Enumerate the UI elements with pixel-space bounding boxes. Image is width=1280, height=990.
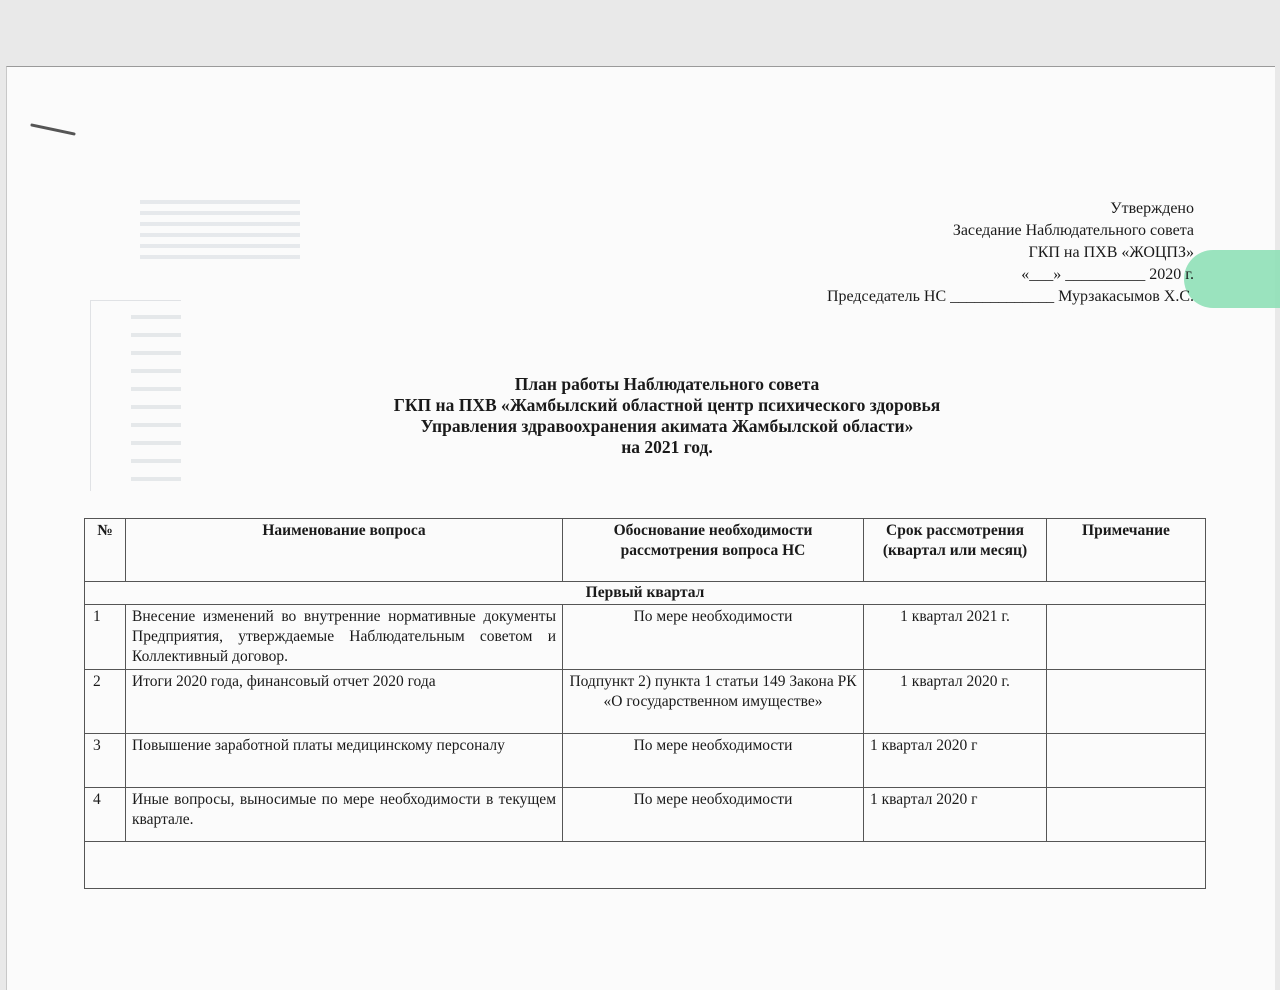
- row-term: 1 квартал 2020 г: [864, 788, 1047, 842]
- row-justification: По мере необходимости: [563, 734, 864, 788]
- row-note: [1047, 605, 1206, 670]
- row-note: [1047, 788, 1206, 842]
- header-justification: Обоснование необходимости рассмотрения вопроса НС: [563, 519, 864, 582]
- section-title: Первый квартал: [85, 582, 1206, 605]
- section-row: [85, 582, 1206, 605]
- row-note: [1047, 734, 1206, 788]
- table-row: [85, 788, 1206, 842]
- title-line: План работы Наблюдательного совета: [514, 374, 820, 394]
- header-question: Наименование вопроса: [126, 519, 563, 582]
- row-term: 1 квартал 2020 г: [864, 734, 1047, 788]
- bleed-through-text: [140, 200, 300, 260]
- empty-cell: [85, 842, 1206, 889]
- row-num: 1: [85, 605, 126, 670]
- empty-row: [85, 842, 1206, 889]
- header-note: Примечание: [1047, 519, 1206, 582]
- table-row: [85, 605, 1206, 670]
- work-plan-table: [84, 518, 1206, 889]
- row-question: Итоги 2020 года, финансовый отчет 2020 года: [126, 670, 563, 734]
- row-num: 4: [85, 788, 126, 842]
- document-title: [0, 374, 1280, 458]
- title-line: Управления здравоохранения акимата Жамбылской области»: [420, 416, 914, 436]
- row-note: [1047, 670, 1206, 734]
- row-num: 2: [85, 670, 126, 734]
- row-justification: Подпункт 2) пункта 1 статьи 149 Закона РК «О государственном имуществе»: [563, 670, 864, 734]
- row-justification: По мере необходимости: [563, 788, 864, 842]
- row-term: 1 квартал 2020 г.: [864, 670, 1047, 734]
- approval-line: Утверждено: [1110, 200, 1194, 217]
- approval-line: ГКП на ПХВ «ЖОЦПЗ»: [1028, 244, 1194, 261]
- approval-block: [827, 198, 1194, 308]
- row-justification: По мере необходимости: [563, 605, 864, 670]
- table-row: [85, 734, 1206, 788]
- approval-line: Заседание Наблюдательного совета: [952, 222, 1194, 239]
- approval-chairman-line: Председатель НС _____________ Мурзакасымов Х.С.: [826, 288, 1194, 305]
- header-num: №: [85, 519, 126, 582]
- row-term: 1 квартал 2021 г.: [864, 605, 1047, 670]
- table-row: [85, 670, 1206, 734]
- table-header-row: [85, 519, 1206, 582]
- row-num: 3: [85, 734, 126, 788]
- header-term: Срок рассмотрения (квартал или месяц): [864, 519, 1047, 582]
- row-question: Иные вопросы, выносимые по мере необходимости в текущем квартале.: [126, 788, 563, 842]
- approval-date-line: «___» __________ 2020 г.: [1021, 266, 1194, 283]
- title-line: ГКП на ПХВ «Жамбылский областной центр психического здоровья: [393, 395, 941, 415]
- row-question: Повышение заработной платы медицинскому персоналу: [126, 734, 563, 788]
- title-line: на 2021 год.: [621, 437, 713, 457]
- green-sticky-tab: [1184, 250, 1280, 308]
- row-question: Внесение изменений во внутренние нормативные документы Предприятия, утверждаемые Наблюдательным советом и Коллективный договор.: [126, 605, 563, 670]
